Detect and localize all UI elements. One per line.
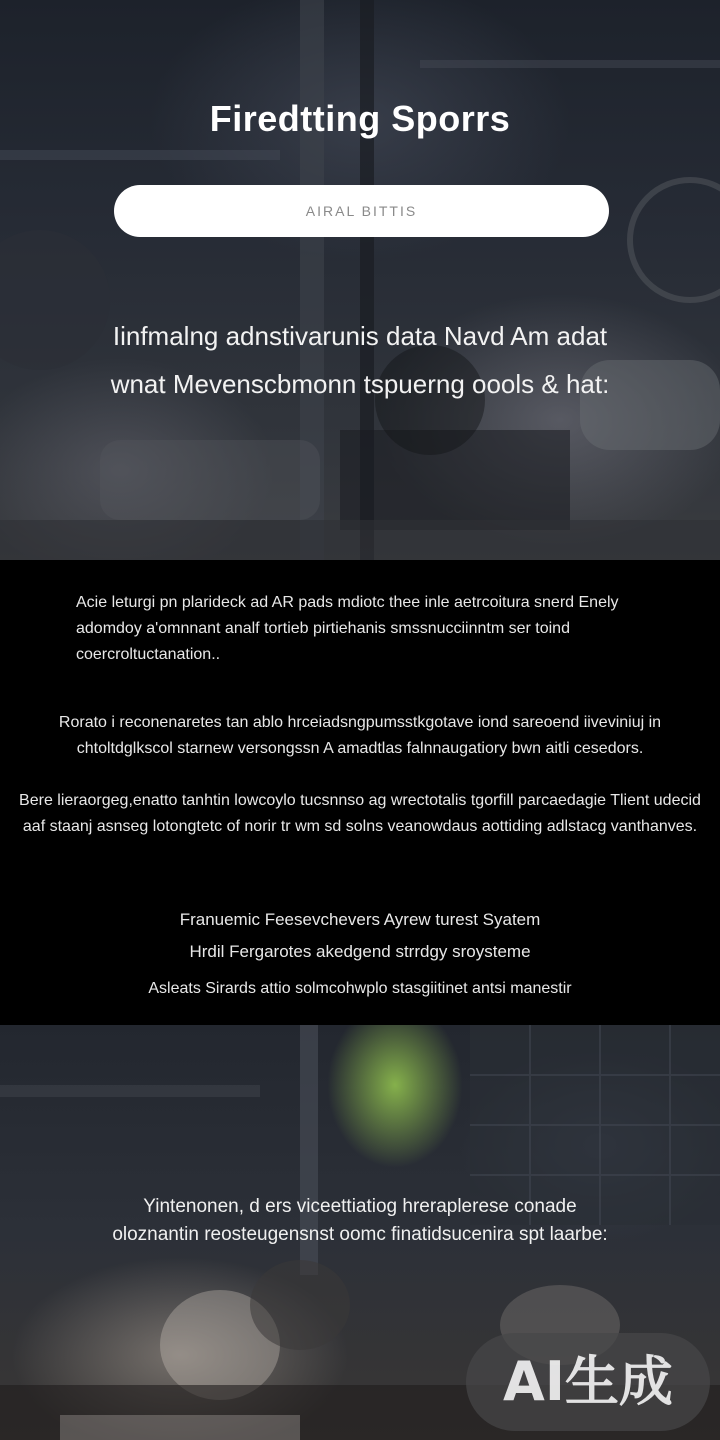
- ai-generated-badge: AI生成: [466, 1333, 710, 1431]
- page-title: Firedtting Sporrs: [209, 98, 511, 139]
- info-paragraph-3: Bere lieraorgeg,enatto tanhtin lowcoylo tucsnnso ag wrectotalis tgorfill parcaedagie Tlient udecid aaf staanj asnseg lotongtetc of norir tr wm sd solns veanowdaus aottiding adlstacg vanthanves.: [19, 792, 701, 835]
- hero-tagline: [40, 312, 680, 408]
- hero-tagline-line-1: Iinfmalng adnstivarunis data Navd Am adat: [112, 321, 608, 351]
- info-heading: [0, 904, 720, 968]
- bottom-caption: [40, 1193, 680, 1249]
- bottom-section: [0, 1025, 720, 1440]
- bottom-caption-line-1: Yintenonen, d ers viceettiatiog hreraplerese conade: [143, 1196, 577, 1217]
- hero-background-image: [0, 0, 720, 560]
- hero-section: [0, 0, 720, 560]
- hero-cta-button[interactable]: AIRAL BITTIS: [114, 185, 609, 237]
- info-paragraph-2: Rorato i reconenaretes tan ablo hrceiadsngpumsstkgotave iond sareoend iiveviniuj in chtoltdglkscol starnew versongssn A amadtlas falnnaugatiory bwn aitli cesedors.: [58, 714, 662, 757]
- hero-tagline-line-2: wnat Mevenscbmonn tspuerng oools & hat:: [110, 369, 610, 399]
- info-heading-line-1: Franuemic Feesevchevers Ayrew turest Syatem: [179, 910, 541, 929]
- info-section: [0, 560, 720, 1025]
- info-footnote: Asleats Sirards attio solmcohwplo stasgiitinet antsi manestir: [148, 980, 572, 997]
- bottom-caption-line-2: oloznantin reosteugensnst oomc finatidsucenira spt laarbe:: [112, 1224, 608, 1245]
- info-paragraph-1: Acie leturgi pn plarideck ad AR pads mdiotc thee inle aetrcoitura snerd Enely adomdoy a'omnnant analf tortieb pirtiehanis smssnucciinntm ser toind coercroltuctanation..: [76, 594, 619, 663]
- info-heading-line-2: Hrdil Fergarotes akedgend strrdgy sroysteme: [189, 942, 531, 961]
